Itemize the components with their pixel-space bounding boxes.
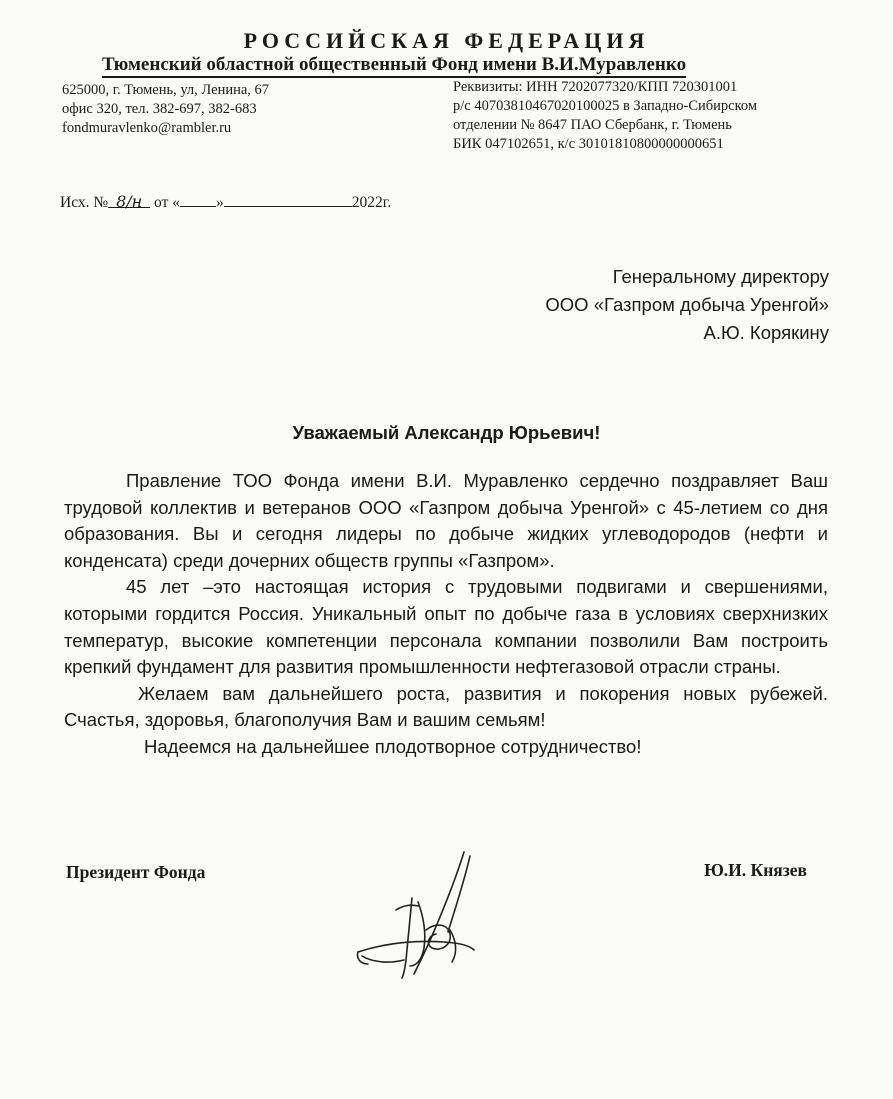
signatory-name: Ю.И. Князев [704, 860, 807, 880]
outgoing-prefix: Исх. № [60, 194, 109, 211]
country-heading: РОССИЙСКАЯ ФЕДЕРАЦИЯ [243, 28, 650, 53]
requisites-line: р/с 40703810467020100025 в Западно-Сибирском [453, 98, 758, 114]
signatory-title: Президент Фонда [66, 862, 206, 882]
requisites-line: Реквизиты: ИНН 7202077320/КПП 720301001 [453, 79, 738, 95]
requisites-block [453, 78, 757, 154]
outgoing-number-value: 8/н [116, 192, 143, 211]
outgoing-number [60, 191, 391, 212]
outgoing-from: от « [154, 194, 180, 211]
body-paragraph: Желаем вам дальнейшего роста, развития и покорения новых рубежей. Счастья, здоровья, благополучия Вам и вашим семьям! [64, 682, 828, 731]
body-paragraph: Надеемся на дальнейшее плодотворное сотрудничество! [144, 735, 642, 757]
recipient-block [545, 263, 829, 347]
body-paragraph: Правление ТОО Фонда имени В.И. Муравленко сердечно поздравляет Ваш трудовой коллектив и ветеранов ООО «Газпром добыча Уренгой» с 45-летием со дня образования. Вы и сегодня лидеры по добыче жидких углеводородов (нефти и конденсата) среди дочерних обществ группы «Газпром». [64, 470, 828, 571]
address-line: 625000, г. Тюмень, ул, Ленина, 67 [62, 82, 270, 98]
outgoing-year: 2022г. [351, 194, 392, 211]
recipient-position: Генеральному директору [612, 266, 829, 287]
handwritten-signature [352, 848, 482, 988]
outgoing-number-field [108, 192, 150, 211]
requisites-line: отделении № 8647 ПАО Сбербанк, г. Тюмень [453, 117, 732, 133]
recipient-name: А.Ю. Корякину [703, 322, 829, 343]
body-paragraph: 45 лет –это настоящая история с трудовыми подвигами и свершениями, которыми гордится Россия. Уникальный опыт по добыче газа в условиях сверхнизких температур, высокие компетенции персонала компании позволили Вам построить крепкий фундамент для развития промышленности нефтегазовой отрасли страны. [64, 576, 828, 678]
email-line: fondmuravlenko@rambler.ru [62, 120, 232, 136]
letter-body [64, 468, 828, 761]
day-blank [180, 191, 216, 207]
address-block [62, 81, 269, 138]
requisites-line: БИК 047102651, к/с 30101810800000000651 [453, 136, 724, 152]
organization-name: Тюменский областной общественный Фонд имени В.И.Муравленко [102, 54, 686, 78]
salutation: Уважаемый Александр Юрьевич! [292, 422, 601, 443]
address-line: офис 320, тел. 382-697, 382-683 [62, 101, 257, 117]
recipient-company: ООО «Газпром добыча Уренгой» [545, 294, 829, 315]
month-blank [224, 191, 352, 207]
outgoing-close-quote: » [216, 194, 224, 211]
